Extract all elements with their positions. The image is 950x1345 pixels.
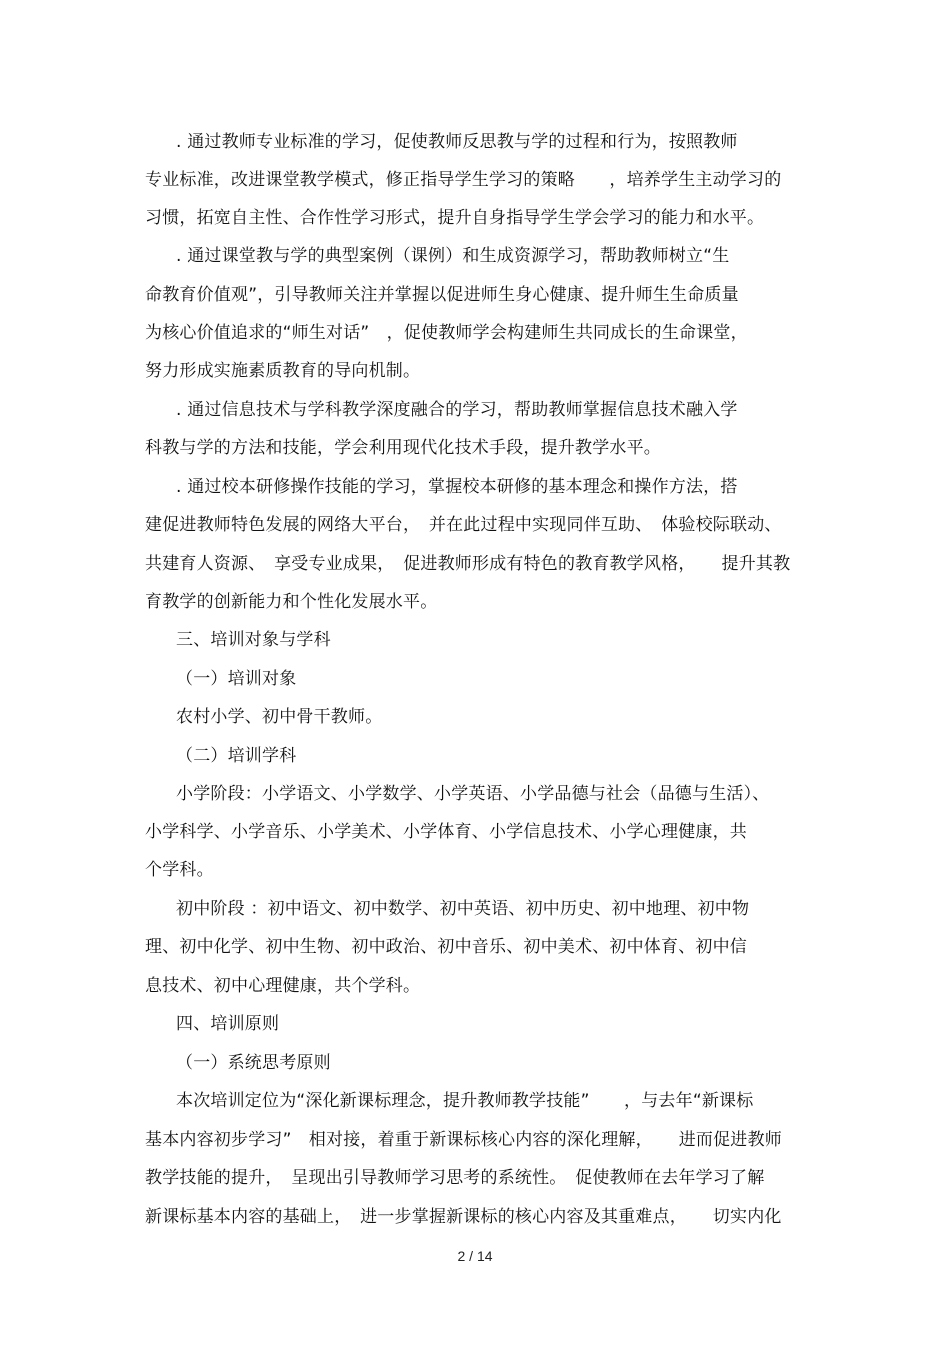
text-line: 新课标基本内容的基础上， 进一步掌握新课标的核心内容及其重难点， 切实内化: [145, 1207, 782, 1227]
text-line: 命教育价值观”，引导教师关注并掌握以促进师生身心健康、提升师生生命质量: [145, 285, 739, 305]
text-line: 小学科学、小学音乐、小学美术、小学体育、小学信息技术、小学心理健康，共: [145, 822, 747, 842]
text-line: . 通过课堂教与学的典型案例（课例）和生成资源学习，帮助教师树立“生: [176, 246, 730, 266]
text-line: 基本内容初步学习” 相对接，着重于新课标核心内容的深化理解， 进而促进教师: [145, 1130, 782, 1150]
text-line: 本次培训定位为“深化新课标理念，提升教师教学技能” ，与去年“新课标: [176, 1091, 754, 1111]
text-line: 理、初中化学、初中生物、初中政治、初中音乐、初中美术、初中体育、初中信: [145, 937, 747, 957]
text-line: . 通过信息技术与学科教学深度融合的学习，帮助教师掌握信息技术融入学: [176, 400, 738, 420]
subsection-heading: （一）系统思考原则: [176, 1053, 331, 1073]
text-line: 习惯，拓宽自主性、合作性学习形式，提升自身指导学生学会学习的能力和水平。: [145, 208, 765, 228]
text-line: 建促进教师特色发展的网络大平台， 并在此过程中实现同伴互助、 体验校际联动、: [145, 515, 782, 535]
subsection-heading: （二）培训学科: [176, 746, 297, 766]
subsection-heading: （一）培训对象: [176, 669, 297, 689]
text-line: 共建育人资源、 享受专业成果， 促进教师形成有特色的教育教学风格， 提升其教: [145, 554, 791, 574]
text-line: 育教学的创新能力和个性化发展水平。: [145, 592, 438, 612]
text-line: . 通过校本研修操作技能的学习，掌握校本研修的基本理念和操作方法，搭: [176, 477, 738, 497]
text-line: 初中阶段 ：初中语文、初中数学、初中英语、初中历史、初中地理、初中物: [176, 899, 750, 919]
text-line: 农村小学、初中骨干教师。: [176, 707, 383, 727]
text-line: 为核心价值追求的“师生对话” ，促使教师学会构建师生共同成长的生命课堂，: [145, 323, 748, 343]
text-line: 专业标准，改进课堂教学模式，修正指导学生学习的策略 ，培养学生主动学习的: [145, 170, 782, 190]
text-line: 努力形成实施素质教育的导向机制。: [145, 361, 421, 381]
section-heading: 四、培训原则: [176, 1014, 280, 1034]
text-line: 教学技能的提升， 呈现出引导教师学习思考的系统性。 促使教师在去年学习了解: [145, 1168, 765, 1188]
text-line: 息技术、初中心理健康，共个学科。: [145, 976, 421, 996]
text-line: 小学阶段：小学语文、小学数学、小学英语、小学品德与社会（品德与生活）、: [176, 784, 770, 804]
text-line: . 通过教师专业标准的学习，促使教师反思教与学的过程和行为，按照教师: [176, 132, 738, 152]
text-line: 科教与学的方法和技能，学会利用现代化技术手段，提升教学水平。: [145, 438, 661, 458]
section-heading: 三、培训对象与学科: [176, 630, 331, 650]
page-number: 2 / 14: [457, 1248, 493, 1264]
text-line: 个学科。: [145, 860, 214, 880]
